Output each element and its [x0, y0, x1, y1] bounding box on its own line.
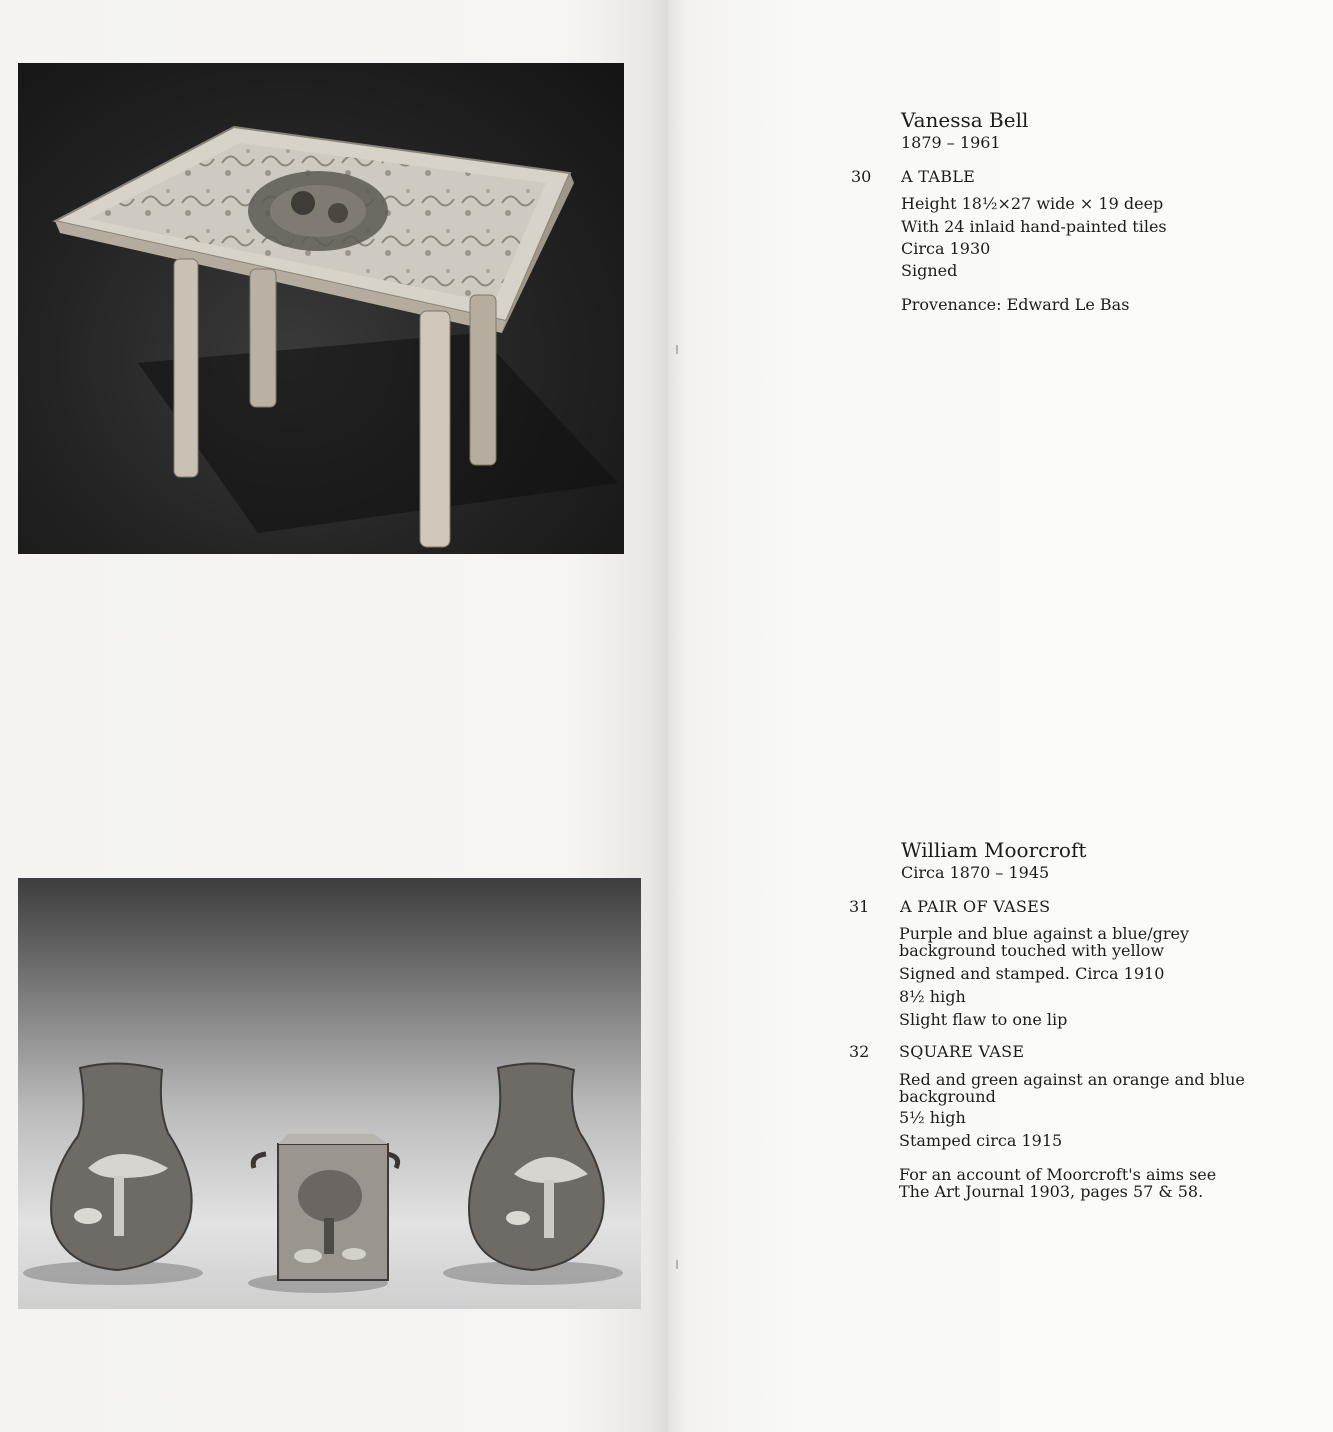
- lot-detail: Slight flaw to one lip: [899, 1010, 1068, 1029]
- right-page: [668, 0, 1333, 1432]
- lot-detail: 5½ high: [899, 1108, 966, 1127]
- gutter-mark: [676, 1260, 678, 1269]
- lot-detail: Signed: [901, 261, 958, 280]
- artist-dates: 1879 – 1961: [901, 133, 1001, 152]
- lot-detail: Circa 1930: [901, 239, 991, 258]
- description-line: Purple and blue against a blue/grey: [899, 924, 1190, 943]
- lot-detail: 8½ high: [899, 987, 966, 1006]
- lot-number: 30: [851, 167, 872, 186]
- reference-note: [899, 1166, 1299, 1200]
- lot-detail: Stamped circa 1915: [899, 1131, 1063, 1150]
- artist-heading: [901, 108, 1028, 154]
- description-line: Red and green against an orange and blue: [899, 1070, 1245, 1089]
- note-line: The Art Journal 1903, pages 57 & 58.: [899, 1182, 1204, 1201]
- lot-title: A PAIR OF VASES: [900, 897, 1051, 916]
- provenance: Provenance: Edward Le Bas: [901, 295, 1130, 314]
- artist-dates: Circa 1870 – 1945: [901, 863, 1050, 882]
- lot-detail: Signed and stamped. Circa 1910: [899, 964, 1165, 983]
- gutter-mark: [676, 345, 678, 354]
- table-photograph: [18, 63, 624, 554]
- lot-description: [899, 1071, 1299, 1105]
- description-line: background touched with yellow: [899, 941, 1165, 960]
- artist-name: Vanessa Bell: [901, 108, 1029, 132]
- lot-description: [899, 925, 1299, 959]
- lot-number: 32: [849, 1042, 870, 1061]
- vases-photograph: [18, 878, 641, 1309]
- description-line: background: [899, 1087, 996, 1106]
- lot-detail: Height 18½×27 wide × 19 deep: [901, 194, 1164, 213]
- lot-title: SQUARE VASE: [899, 1042, 1025, 1061]
- note-line: For an account of Moorcroft's aims see: [899, 1165, 1217, 1184]
- lot-number: 31: [849, 897, 870, 916]
- lot-title: A TABLE: [901, 167, 976, 186]
- artist-heading: [901, 838, 1086, 884]
- lot-detail: With 24 inlaid hand-painted tiles: [901, 217, 1167, 236]
- artist-name: William Moorcroft: [901, 838, 1087, 862]
